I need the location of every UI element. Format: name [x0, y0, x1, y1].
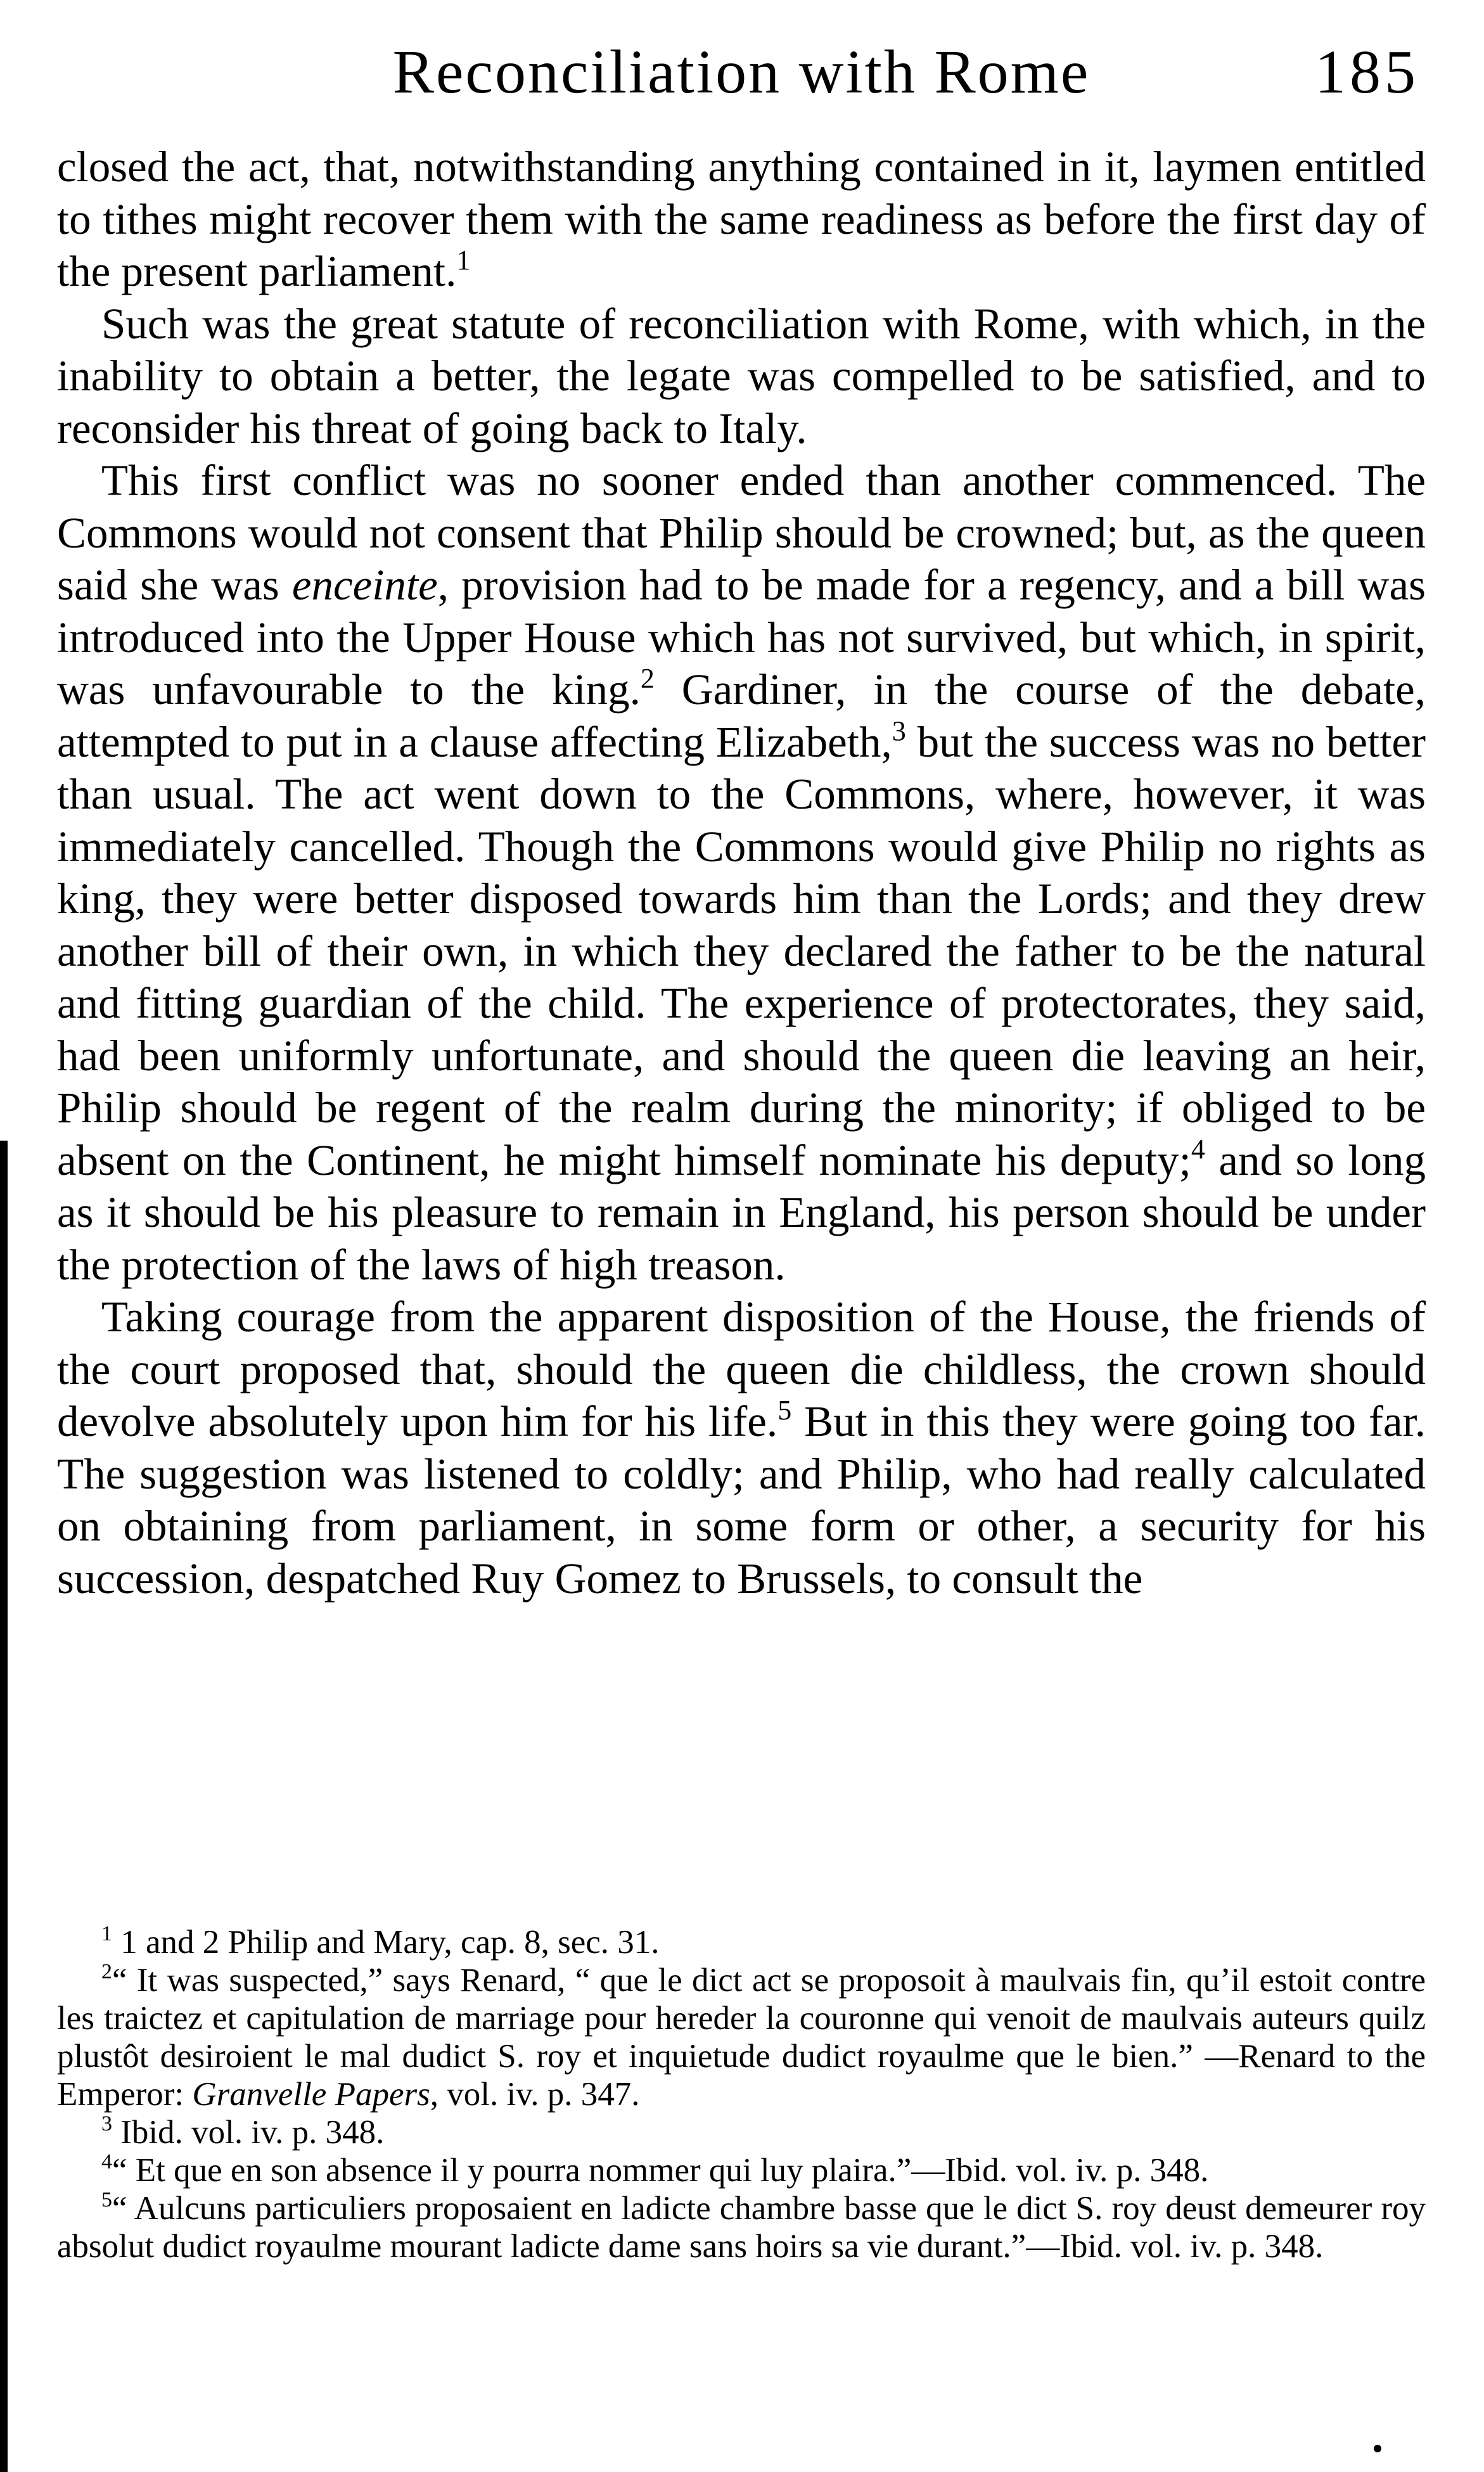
footnote-1-mark: 1 [101, 1922, 112, 1945]
footnote-3-mark: 3 [101, 2112, 112, 2136]
paragraph-4-text-b: But in this they were going too far. The suggestion was listened to coldly; and Philip, who had really calculated on obtaining from parliament, in some form or other, a security for his succession, despatched Ruy Gomez to Brussels, to consult the [57, 1397, 1426, 1603]
paragraph-3-text-a: This first conflict was no sooner ended than another commenced. The Commons would not consent that Philip should be crowned; but, as the queen said she was [57, 456, 1426, 609]
footnote-ref-5: 5 [777, 1395, 792, 1426]
footnote-3 [57, 2113, 1426, 2151]
footnote-5-mark: 5 [101, 2188, 112, 2212]
paragraph-4 [57, 1291, 1426, 1604]
running-title: Reconciliation with Rome [392, 38, 1091, 106]
footnote-4-text: “ Et que en son absence il y pourra nommer qui luy plaira.”—Ibid. vol. iv. p. 348. [112, 2152, 1209, 2189]
italic-enceinte: enceinte [291, 561, 438, 609]
paragraph-3 [57, 454, 1426, 1291]
italic-granvelle-papers: Granvelle Papers [192, 2076, 430, 2113]
paragraph-2-text: Such was the great statute of reconciliation with Rome, with which, in the inability to obtain a better, the legate was compelled to be satisfied, and to reconsider his threat of going back to Italy. [57, 299, 1426, 452]
page-number: 185 [1315, 38, 1419, 106]
footnote-5-text: “ Aulcuns particuliers proposaient en ladicte chambre basse que le dict S. roy deust demeurer roy absolut dudict royaulme mourant ladicte dame sans hoirs sa vie durant.”—Ibid. vol. iv. p. 348. [57, 2190, 1426, 2265]
footnote-1 [57, 1923, 1426, 1961]
footnote-ref-2: 2 [640, 663, 655, 694]
footnote-2 [57, 1961, 1426, 2113]
footnote-ref-1: 1 [456, 245, 471, 276]
paragraph-1-text: closed the act, that, notwithstanding anything contained in it, laymen entitled to tithes might recover them with the same readiness as before the first day of the present parliament. [57, 143, 1426, 295]
paragraph-3-text-b: , provision had to be made for a regency, and a bill was introduced into the Upper House which has not survived, but which, in spirit, was unfavourable to the king. [57, 561, 1426, 714]
ink-speck [1374, 2445, 1381, 2452]
footnote-5 [57, 2189, 1426, 2265]
paragraph-4-text-a: Taking courage from the apparent disposition of the House, the friends of the court proposed that, should the queen die childless, the crown should devolve absolutely upon him for his life. [57, 1293, 1426, 1445]
footnotes [57, 1923, 1426, 2265]
paragraph-2 [57, 298, 1426, 455]
footnote-3-text: Ibid. vol. iv. p. 348. [112, 2114, 385, 2151]
body-text [57, 141, 1426, 1604]
footnote-2-mark: 2 [101, 1960, 112, 1983]
footnote-2-text-b: , vol. iv. p. 347. [430, 2076, 640, 2113]
footnote-4-mark: 4 [101, 2150, 112, 2174]
footnote-ref-4: 4 [1191, 1133, 1205, 1165]
footnote-4 [57, 2151, 1426, 2189]
paragraph-1 [57, 141, 1426, 298]
footnote-2-text-a: “ It was suspected,” says Renard, “ que le dict act se proposoit à maulvais fin, qu’il estoit contre les traictez et capitulation de marriage pour hereder la couronne qui venoit de maulvais auteurs quilz plustôt desiroient le mal dudict S. roy et inquietude dudict royaulme que le bien.” —Renard to the Emperor: [57, 1962, 1426, 2113]
footnote-1-text: 1 and 2 Philip and Mary, cap. 8, sec. 31. [112, 1924, 660, 1961]
running-head [57, 25, 1426, 120]
paragraph-3-text-e: and so long as it should be his pleasure to remain in England, his person should be under the protection of the laws of high treason. [57, 1136, 1426, 1289]
footnote-ref-3: 3 [892, 715, 906, 746]
paragraph-3-text-d: but the success was no better than usual. The act went down to the Commons, where, however, it was immediately cancelled. Though the Commons would give Philip no rights as king, they were better disposed towards him than the Lords; and they drew another bill of their own, in which they declared the father to be the natural and fitting guardian of the child. The experience of protectorates, they said, had been uniformly unfortunate, and should the queen die leaving an heir, Philip should be regent of the realm during the minority; if obliged to be absent on the Continent, he might himself nominate his deputy; [57, 717, 1426, 1184]
page-edge-shadow [0, 1141, 8, 2472]
paragraph-3-text-c: Gardiner, in the course of the debate, attempted to put in a clause affecting Elizabeth, [57, 665, 1426, 766]
